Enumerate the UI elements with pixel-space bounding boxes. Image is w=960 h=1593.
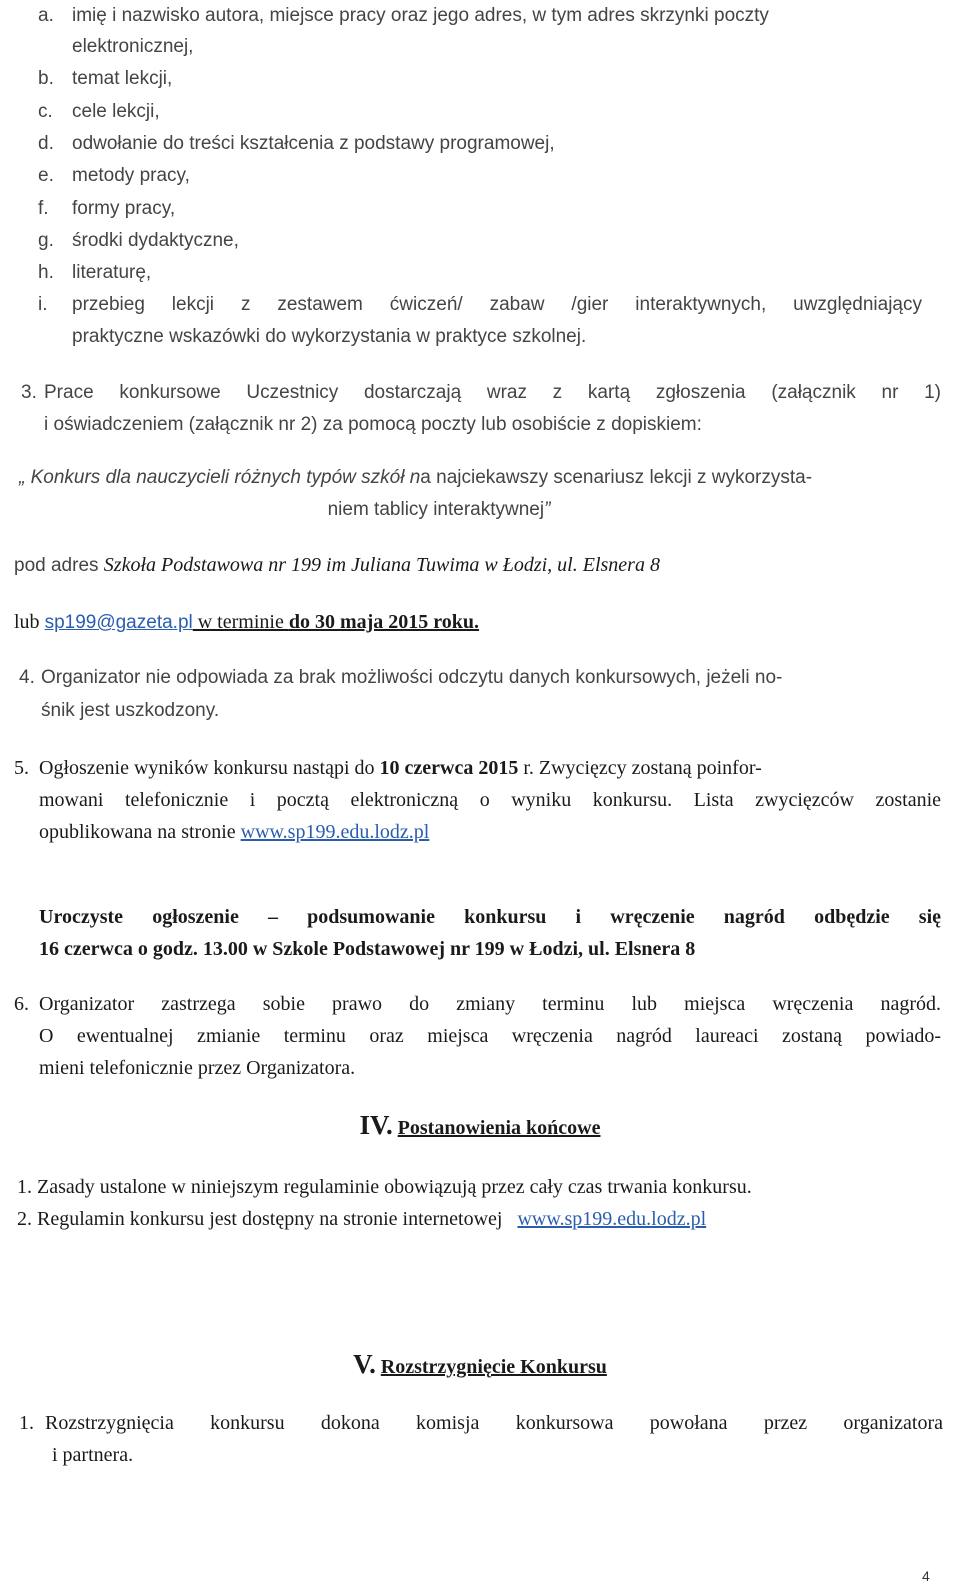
- list-item-text: elektronicznej,: [72, 36, 194, 57]
- regulations-link[interactable]: www.sp199.edu.lodz.pl: [517, 1208, 707, 1230]
- paragraph-text: i oświadczeniem (załącznik nr 2) za pomocą poczty lub osobiście z dopiskiem:: [44, 414, 702, 435]
- section-numeral: V.: [353, 1349, 376, 1379]
- paragraph-text: Prace konkursowe Uczestnicy dostarczają wraz z kartą zgłoszenia (załącznik nr 1): [44, 382, 941, 403]
- paragraph-text: O ewentualnej zmianie terminu oraz miejsca wręczenia nagród laureaci zostaną powiado-: [39, 1025, 941, 1047]
- paragraph-text: [39, 752, 762, 784]
- paragraph-text: [39, 816, 429, 848]
- address-line: [14, 549, 660, 582]
- quote-italic: „ Konkurs dla nauczycieli różnych typów szkół n: [19, 467, 421, 488]
- list-marker: c.: [38, 101, 53, 122]
- p5-text-c: opublikowana na stronie: [39, 821, 241, 843]
- list-item-text: środki dydaktyczne,: [72, 230, 239, 251]
- paragraph-text: mowani telefonicznie i pocztą elektroniczną o wyniku konkursu. Lista zwycięzców zostanie: [39, 789, 941, 811]
- submission-label: [19, 462, 939, 526]
- ceremony-line: Uroczyste ogłoszenie – podsumowanie konkursu i wręczenie nagród odbędzie się: [39, 906, 941, 928]
- email-terminie: w terminie: [192, 611, 289, 633]
- paragraph-text: Organizator zastrzega sobie prawo do zmiany terminu lub miejsca wręczenia nagród.: [39, 993, 941, 1015]
- list-item-text: cele lekcji,: [72, 101, 160, 122]
- results-date: 10 czerwca 2015: [379, 757, 519, 779]
- quote-close: ”: [544, 499, 551, 520]
- list-item-text: [37, 1203, 706, 1235]
- deadline: do 30 maja 2015 roku.: [288, 611, 480, 633]
- list-marker: 1.: [17, 1176, 32, 1198]
- list-marker: a.: [38, 5, 54, 26]
- list-marker: g.: [38, 230, 54, 251]
- list-marker: e.: [38, 165, 54, 186]
- list-item-text: odwołanie do treści kształcenia z podstawy programowej,: [72, 133, 555, 154]
- paragraph-marker: 6.: [14, 993, 29, 1015]
- list-item-label: Regulamin konkursu jest dostępny na stronie internetowej: [37, 1208, 508, 1230]
- paragraph-marker: 4.: [19, 667, 35, 688]
- list-marker: h.: [38, 262, 54, 283]
- section-heading-v: [0, 1348, 960, 1384]
- ceremony-line: 16 czerwca o godz. 13.00 w Szkole Podstawowej nr 199 w Łodzi, ul. Elsnera 8: [39, 938, 696, 960]
- address-italic: Szkoła Podstawowa nr 199 im Juliana Tuwima w Łodzi, ul. Elsnera 8: [103, 554, 660, 576]
- list-item-text: praktyczne wskazówki do wykorzystania w praktyce szkolnej.: [72, 326, 587, 347]
- list-item-text: Zasady ustalone w niniejszym regulaminie obowiązują przez cały czas trwania konkursu.: [37, 1176, 752, 1198]
- list-item-text: imię i nazwisko autora, miejsce pracy oraz jego adres, w tym adres skrzynki poczty: [72, 5, 769, 26]
- paragraph-text: śnik jest uszkodzony.: [41, 700, 220, 721]
- quote-regular: a najciekawszy scenariusz lekcji z wykorzysta-: [420, 467, 813, 488]
- list-marker: 1.: [19, 1412, 34, 1434]
- list-item-text: przebieg lekcji z zestawem ćwiczeń/ zabaw /gier interaktywnych, uwzględniający: [72, 294, 922, 315]
- school-website-link[interactable]: www.sp199.edu.lodz.pl: [240, 821, 430, 843]
- section-title: Postanowienia końcowe: [397, 1117, 601, 1139]
- list-marker: b.: [38, 68, 54, 89]
- p5-text-b: r. Zwycięzcy zostaną poinfor-: [518, 757, 762, 779]
- list-item-text: metody pracy,: [72, 165, 190, 186]
- list-marker: i.: [38, 294, 48, 315]
- list-item-text: temat lekcji,: [72, 68, 173, 89]
- email-link[interactable]: sp199@gazeta.pl: [44, 612, 193, 633]
- section-heading-iv: [0, 1109, 960, 1145]
- section-numeral: IV.: [359, 1110, 393, 1140]
- paragraph-marker: 3.: [21, 382, 37, 403]
- paragraph-text: mieni telefonicznie przez Organizatora.: [39, 1057, 356, 1079]
- p5-text-a: Ogłoszenie wyników konkursu nastąpi do: [39, 757, 380, 779]
- page-number: 4: [922, 1568, 930, 1584]
- list-marker: f.: [38, 198, 49, 219]
- list-marker: 2.: [17, 1208, 32, 1230]
- quote-line2: niem tablicy interaktywnej: [327, 499, 545, 520]
- section-title: Rozstrzygnięcie Konkursu: [380, 1356, 607, 1378]
- paragraph-marker: 5.: [14, 757, 29, 779]
- email-lub: lub: [14, 611, 45, 633]
- list-item-text: Rozstrzygnięcia konkursu dokona komisja konkursowa powołana przez organizatora: [45, 1412, 943, 1434]
- list-marker: d.: [38, 133, 54, 154]
- list-item-text: i partnera.: [52, 1444, 134, 1466]
- list-item-text: formy pracy,: [72, 198, 176, 219]
- paragraph-text: Organizator nie odpowiada za brak możliwości odczytu danych konkursowych, jeżeli no-: [41, 667, 783, 688]
- address-prefix: pod adres: [14, 555, 104, 576]
- email-line: [14, 606, 479, 639]
- list-item-text: literaturę,: [72, 262, 152, 283]
